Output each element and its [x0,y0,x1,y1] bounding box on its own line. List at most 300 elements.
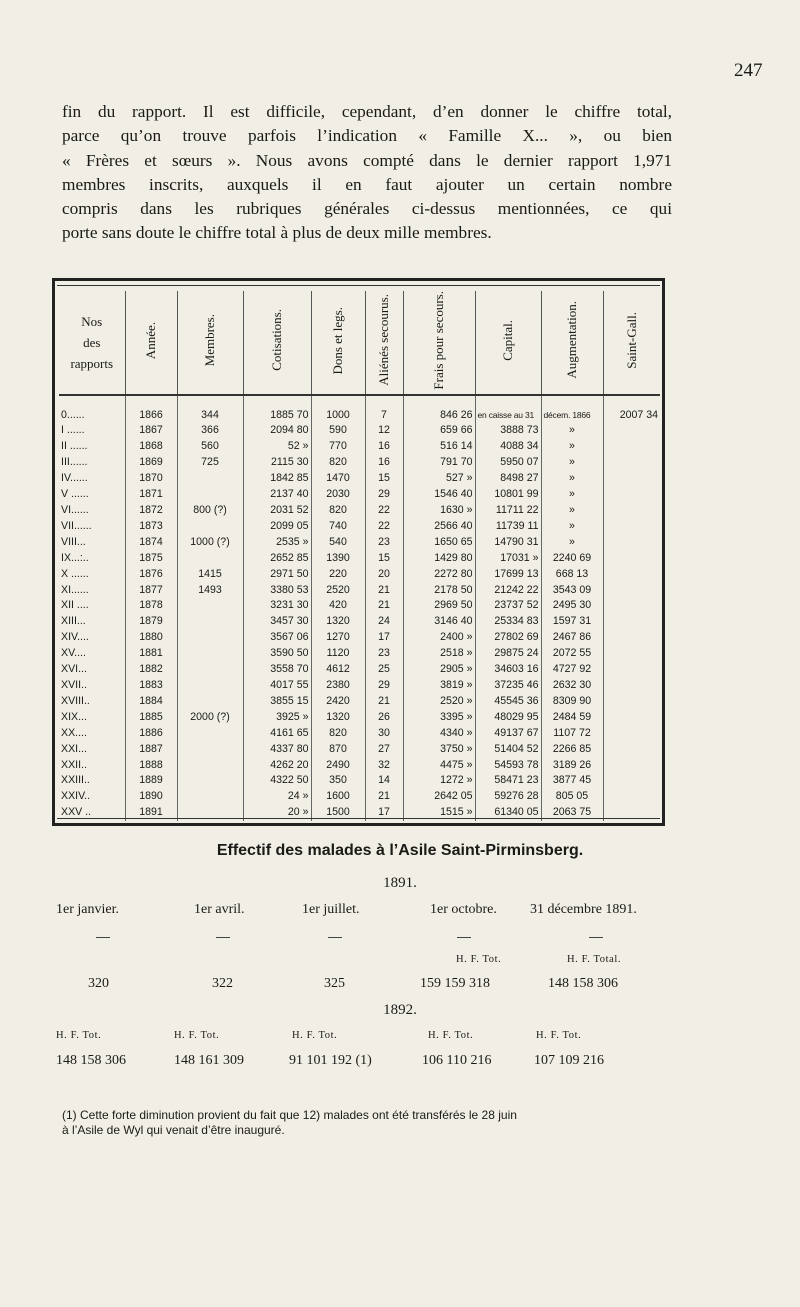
cell-membres [177,726,243,742]
cell-membres: 2000 (?) [177,710,243,726]
cell-augmentation: » [541,455,603,471]
table-row [59,662,660,678]
date-avril: 1er avril. [194,902,245,917]
cell-annee: 1878 [125,598,177,614]
cell-augmentation: décem. 1866 [541,395,603,424]
cell-dons: 2380 [311,678,365,694]
cell-rapport: XIX... [59,710,125,726]
cell-dons: 1390 [311,551,365,567]
cell-saint-gall [603,662,660,678]
cell-rapport: V ...... [59,487,125,503]
cell-annee: 1876 [125,567,177,583]
hft-1892: H. F. Tot. [56,1030,102,1041]
date-janvier: 1er janvier. [56,902,119,917]
dash [589,937,603,938]
paragraph-line: parce qu’on trouve parfois l’indication « Famille X... », ou bien [62,126,672,146]
cell-cotisations: 52 » [243,439,311,455]
value-juillet: 325 [324,976,345,991]
cell-frais: 1546 40 [403,487,475,503]
cell-alienes: 17 [365,805,403,821]
cell-frais: 2566 40 [403,519,475,535]
cell-dons: 870 [311,742,365,758]
cell-cotisations: 3855 15 [243,694,311,710]
cell-dons: 820 [311,503,365,519]
top-rule [57,285,660,286]
cell-membres [177,614,243,630]
cell-cotisations: 3925 » [243,710,311,726]
cell-annee: 1873 [125,519,177,535]
cell-saint-gall [603,439,660,455]
table-row [59,583,660,599]
cell-capital: 21242 22 [475,583,541,599]
cell-annee: 1880 [125,630,177,646]
cell-annee: 1879 [125,614,177,630]
cell-capital: 11739 11 [475,519,541,535]
cell-cotisations: 3231 30 [243,598,311,614]
cell-capital: 11711 22 [475,503,541,519]
cell-cotisations: 20 » [243,805,311,821]
cell-capital: 61340 05 [475,805,541,821]
cell-saint-gall [603,646,660,662]
paragraph-line: porte sans doute le chiffre total à plus de deux mille membres. [62,223,492,243]
cell-capital: 29875 24 [475,646,541,662]
cell-alienes: 21 [365,789,403,805]
value-avril: 322 [212,976,233,991]
cell-frais: 3819 » [403,678,475,694]
cell-augmentation: » [541,503,603,519]
cell-saint-gall [603,789,660,805]
cell-alienes: 22 [365,519,403,535]
cell-frais: 4475 » [403,758,475,774]
cell-capital: 34603 16 [475,662,541,678]
cell-rapport: XXIII.. [59,773,125,789]
reports-table [59,291,660,821]
cell-capital: 48029 95 [475,710,541,726]
cell-membres [177,487,243,503]
col-header-dons: Dons et legs. [311,291,365,395]
cell-rapport: III...... [59,455,125,471]
cell-dons: 1600 [311,789,365,805]
cell-annee: 1875 [125,551,177,567]
table-row [59,455,660,471]
cell-frais: 1630 » [403,503,475,519]
cell-alienes: 17 [365,630,403,646]
cell-alienes: 21 [365,694,403,710]
cell-augmentation: 2240 69 [541,551,603,567]
cell-dons: 540 [311,535,365,551]
date-decembre: 31 décembre 1891. [530,902,637,917]
hft-1892: H. F. Tot. [428,1030,474,1041]
cell-annee: 1891 [125,805,177,821]
date-octobre: 1er octobre. [430,902,497,917]
cell-augmentation: 2495 30 [541,598,603,614]
cell-alienes: 16 [365,455,403,471]
cell-alienes: 32 [365,758,403,774]
col-header-rapports [59,291,125,395]
value-decembre: 148 158 306 [548,976,618,991]
cell-dons: 1320 [311,710,365,726]
cell-alienes: 29 [365,487,403,503]
cell-capital: 10801 99 [475,487,541,503]
cell-capital: 27802 69 [475,630,541,646]
table-row [59,503,660,519]
cell-frais: 659 66 [403,423,475,439]
header-des: des [83,334,101,350]
cell-membres: 800 (?) [177,503,243,519]
hft-1892: H. F. Tot. [174,1030,220,1041]
table-row [59,439,660,455]
cell-saint-gall [603,567,660,583]
cell-annee: 1870 [125,471,177,487]
paragraph-line: membres inscrits, auxquels il en faut ajouter un certain nombre [62,174,672,194]
cell-dons: 1500 [311,805,365,821]
cell-cotisations: 4322 50 [243,773,311,789]
cell-rapport: XV.... [59,646,125,662]
paragraph-line: compris dans les rubriques générales ci-dessus mentionnées, ce qui [62,199,672,219]
cell-dons: 2520 [311,583,365,599]
cell-augmentation: 2632 30 [541,678,603,694]
cell-augmentation: 2072 55 [541,646,603,662]
cell-saint-gall [603,694,660,710]
cell-membres [177,519,243,535]
cell-saint-gall [603,598,660,614]
effectif-title: Effectif des malades à l’Asile Saint-Pirminsberg. [216,842,584,859]
table-row [59,773,660,789]
cell-dons: 1000 [311,395,365,424]
col-header-cotisations: Cotisations. [243,291,311,395]
table-row [59,710,660,726]
cell-augmentation: » [541,439,603,455]
cell-capital: 51404 52 [475,742,541,758]
table-row [59,535,660,551]
cell-annee: 1887 [125,742,177,758]
cell-augmentation: 4727 92 [541,662,603,678]
col-header-capital: Capital. [475,291,541,395]
cell-frais: 846 26 [403,395,475,424]
cell-alienes: 24 [365,614,403,630]
table-row [59,598,660,614]
cell-cotisations: 1885 70 [243,395,311,424]
table-row [59,567,660,583]
cell-frais: 3750 » [403,742,475,758]
cell-dons: 820 [311,455,365,471]
cell-rapport: XI...... [59,583,125,599]
dash [457,937,471,938]
cell-capital: 58471 23 [475,773,541,789]
cell-saint-gall: 2007 34 [619,408,658,421]
cell-alienes: 23 [365,646,403,662]
col-header-frais: Frais pour secours. [403,291,475,395]
cell-rapport: X ...... [59,567,125,583]
cell-rapport: XII .... [59,598,125,614]
cell-dons: 220 [311,567,365,583]
cell-cotisations: 3567 06 [243,630,311,646]
cell-augmentation: 3543 09 [541,583,603,599]
cell-annee: 1866 [125,395,177,424]
cell-annee: 1874 [125,535,177,551]
cell-frais: 1272 » [403,773,475,789]
cell-frais: 2400 » [403,630,475,646]
cell-rapport: XIII... [59,614,125,630]
cell-cotisations: 4262 20 [243,758,311,774]
cell-alienes: 15 [365,551,403,567]
cell-augmentation: 668 13 [541,567,603,583]
cell-augmentation: 1597 31 [541,614,603,630]
cell-cotisations: 2652 85 [243,551,311,567]
cell-augmentation: 1107 72 [541,726,603,742]
cell-cotisations: 4161 65 [243,726,311,742]
cell-frais: 3395 » [403,710,475,726]
cell-dons: 820 [311,726,365,742]
table-row [59,726,660,742]
cell-cotisations: 2031 52 [243,503,311,519]
cell-cotisations: 2115 30 [243,455,311,471]
cell-frais: 2905 » [403,662,475,678]
cell-augmentation: » [541,423,603,439]
cell-capital: 59276 28 [475,789,541,805]
cell-dons: 590 [311,423,365,439]
cell-saint-gall [603,614,660,630]
cell-augmentation: 8309 90 [541,694,603,710]
table-row [59,423,660,439]
col-header-saint-gall: Saint-Gall. [603,291,660,395]
table-row [59,789,660,805]
cell-annee: 1881 [125,646,177,662]
cell-frais: 2520 » [403,694,475,710]
cell-alienes: 12 [365,423,403,439]
cell-annee: 1889 [125,773,177,789]
table-row [59,519,660,535]
cell-frais: 527 » [403,471,475,487]
value-1892: 148 161 309 [174,1053,244,1068]
footnote-line: (1) Cette forte diminution provient du fait que 12) malades ont été transférés le 28 juin [62,1108,517,1122]
cell-membres [177,789,243,805]
cell-augmentation: 2467 86 [541,630,603,646]
cell-capital: 3888 73 [475,423,541,439]
paragraph-line: fin du rapport. Il est difficile, cependant, d’en donner le chiffre total, [62,102,672,121]
cell-capital: 54593 78 [475,758,541,774]
cell-annee: 1883 [125,678,177,694]
value-octobre: 159 159 318 [420,976,490,991]
table-row [59,551,660,567]
cell-cotisations: 4337 80 [243,742,311,758]
col-header-alienes: Aliénés secourus. [365,291,403,395]
header-nos: Nos [81,313,103,329]
cell-membres [177,742,243,758]
cell-annee: 1872 [125,503,177,519]
dash [328,937,342,938]
cell-alienes: 30 [365,726,403,742]
cell-annee: 1871 [125,487,177,503]
page-number: 247 [734,60,763,81]
table-header-row [59,291,660,395]
cell-rapport: VII...... [59,519,125,535]
cell-annee: 1877 [125,583,177,599]
cell-membres [177,630,243,646]
cell-cotisations: 2535 » [243,535,311,551]
cell-capital: 17031 » [475,551,541,567]
cell-saint-gall [603,710,660,726]
cell-frais: 2272 80 [403,567,475,583]
table-row [59,678,660,694]
cell-cotisations: 3457 30 [243,614,311,630]
cell-capital: 17699 13 [475,567,541,583]
cell-cotisations: 3558 70 [243,662,311,678]
cell-dons: 1270 [311,630,365,646]
cell-membres: 344 [177,395,243,424]
cell-dons: 350 [311,773,365,789]
cell-membres [177,471,243,487]
cell-annee: 1890 [125,789,177,805]
cell-rapport: XVIII.. [59,694,125,710]
table-row [59,742,660,758]
cell-augmentation: » [541,519,603,535]
cell-capital: 49137 67 [475,726,541,742]
intro-paragraph [62,100,672,246]
cell-rapport: I ...... [59,423,125,439]
cell-rapport: XXII.. [59,758,125,774]
cell-annee: 1886 [125,726,177,742]
cell-annee: 1869 [125,455,177,471]
paragraph-line: « Frères et sœurs ». Nous avons compté dans le dernier rapport 1,971 [62,150,672,170]
cell-saint-gall [603,773,660,789]
cell-membres: 366 [177,423,243,439]
hft-decembre: H. F. Total. [567,954,622,965]
cell-cotisations: 2137 40 [243,487,311,503]
dash [216,937,230,938]
cell-rapport: XX.... [59,726,125,742]
cell-alienes: 22 [365,503,403,519]
cell-rapport: IV...... [59,471,125,487]
cell-augmentation: 2266 85 [541,742,603,758]
hft-1892: H. F. Tot. [292,1030,338,1041]
cell-rapport: XXIV.. [59,789,125,805]
cell-frais: 2969 50 [403,598,475,614]
cell-rapport: XVI... [59,662,125,678]
cell-alienes: 21 [365,583,403,599]
table-row [59,758,660,774]
cell-capital: 23737 52 [475,598,541,614]
value-1892: 107 109 216 [534,1053,604,1068]
cell-alienes: 27 [365,742,403,758]
dash [96,937,110,938]
cell-rapport: VIII... [59,535,125,551]
cell-annee: 1882 [125,662,177,678]
cell-capital: 14790 31 [475,535,541,551]
cell-frais: 3146 40 [403,614,475,630]
cell-rapport: XIV.... [59,630,125,646]
cell-dons: 1320 [311,614,365,630]
footnote-line: à l’Asile de Wyl qui venait d’être inauguré. [62,1123,285,1137]
cell-alienes: 14 [365,773,403,789]
cell-dons: 770 [311,439,365,455]
cell-saint-gall [603,471,660,487]
reports-table-frame [52,278,665,826]
cell-cotisations: 2094 80 [243,423,311,439]
bottom-rule [57,818,660,819]
cell-augmentation: 2063 75 [541,805,603,821]
hft-octobre: H. F. Tot. [456,954,502,965]
cell-saint-gall [603,583,660,599]
cell-rapport: II ...... [59,439,125,455]
cell-rapport: 0...... [59,395,125,424]
cell-rapport: XVII.. [59,678,125,694]
cell-membres [177,598,243,614]
cell-capital: 45545 36 [475,694,541,710]
cell-dons: 1120 [311,646,365,662]
cell-alienes: 23 [365,535,403,551]
cell-rapport: VI...... [59,503,125,519]
cell-saint-gall [603,758,660,774]
cell-cotisations: 4017 55 [243,678,311,694]
cell-augmentation: 3877 45 [541,773,603,789]
cell-dons: 2490 [311,758,365,774]
cell-frais: 2642 05 [403,789,475,805]
cell-membres [177,758,243,774]
cell-membres [177,773,243,789]
cell-capital: 4088 34 [475,439,541,455]
cell-saint-gall [603,503,660,519]
cell-dons: 740 [311,519,365,535]
year-1892: 1892. [383,1002,417,1018]
cell-saint-gall [603,630,660,646]
cell-augmentation: » [541,487,603,503]
year-1891: 1891. [383,875,417,891]
cell-frais: 516 14 [403,439,475,455]
cell-alienes: 25 [365,662,403,678]
value-1892: 148 158 306 [56,1053,126,1068]
cell-alienes: 29 [365,678,403,694]
cell-annee: 1867 [125,423,177,439]
cell-capital: 25334 83 [475,614,541,630]
cell-saint-gall [603,535,660,551]
cell-membres [177,646,243,662]
cell-dons: 2030 [311,487,365,503]
cell-frais: 1515 » [403,805,475,821]
cell-frais: 2178 50 [403,583,475,599]
table-row [59,630,660,646]
cell-membres: 1493 [177,583,243,599]
cell-alienes: 26 [365,710,403,726]
cell-saint-gall [603,455,660,471]
cell-annee: 1884 [125,694,177,710]
cell-saint-gall [603,726,660,742]
cell-augmentation: » [541,535,603,551]
cell-dons: 1470 [311,471,365,487]
cell-frais: 791 70 [403,455,475,471]
cell-rapport: IX...:.. [59,551,125,567]
cell-membres: 1000 (?) [177,535,243,551]
cell-augmentation: 805 05 [541,789,603,805]
cell-augmentation: » [541,471,603,487]
header-rapports: rapports [70,355,114,371]
cell-augmentation: 3189 26 [541,758,603,774]
table-row [59,471,660,487]
table-row [59,614,660,630]
cell-cotisations: 1842 85 [243,471,311,487]
cell-membres: 1415 [177,567,243,583]
cell-frais: 1429 80 [403,551,475,567]
cell-dons: 2420 [311,694,365,710]
cell-saint-gall [603,742,660,758]
cell-membres: 560 [177,439,243,455]
cell-membres [177,662,243,678]
hft-1892: H. F. Tot. [536,1030,582,1041]
cell-frais: 4340 » [403,726,475,742]
cell-alienes: 16 [365,439,403,455]
cell-dons: 420 [311,598,365,614]
value-1892: 91 101 192 (1) [289,1053,372,1068]
